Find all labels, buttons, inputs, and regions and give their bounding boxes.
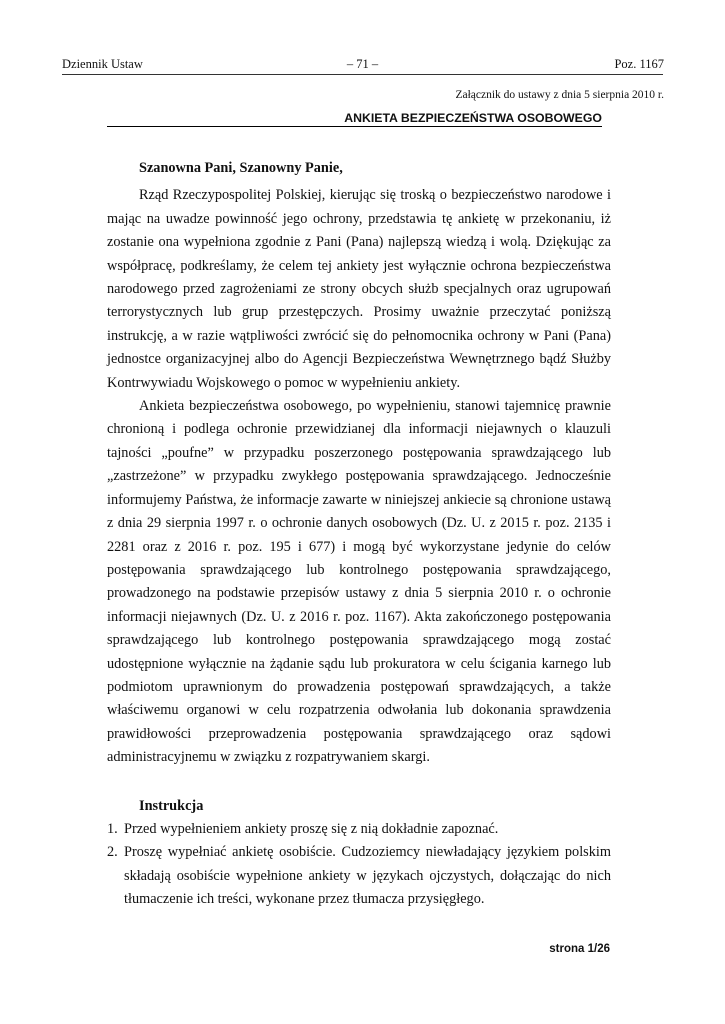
header-divider [62, 74, 663, 75]
instructions-list [107, 818, 611, 912]
document-title: ANKIETA BEZPIECZEŃSTWA OSOBOWEGO [344, 111, 602, 125]
paragraph-confidentiality: Ankieta bezpieczeństwa osobowego, po wypełnieniu, stanowi tajemnicę prawnie chronioną i podlega ochronie przewidzianej dla informacji niejawnych o klauzuli tajności „poufne” w przypadku poszerzonego postępowania sprawdzającego lub „zastrzeżone” w przypadku zwykłego postępowania sprawdzającego. Jednocześnie informujemy Państwa, że informacje zawarte w niniejszej ankiecie są chronione ustawą z dnia 29 sierpnia 1997 r. o ochronie danych osobowych (Dz. U. z 2015 r. poz. 2135 i 2281 oraz z 2016 r. poz. 195 i 677) i mogą być wykorzystane jedynie do celów postępowania sprawdzającego lub kontrolnego postępowania sprawdzającego, prowadzonego na podstawie przepisów ustawy z dnia 5 sierpnia 2010 r. o ochronie informacji niejawnych (Dz. U. z 2016 r. poz. 1167). Akta zakończonego postępowania sprawdzającego lub kontrolnego postępowania sprawdzającego mogą zostać udostępnione wyłącznie na żądanie sądu lub prokuratora w celu ścigania karnego lub podmiotom uprawnionym do prowadzenia postępowań sprawdzających, a także właściwemu organowi w celu rozpatrzenia odwołania lub dokonania sprawdzenia prawidłowości przeprowadzenia postępowania sprawdzającego oraz sądowi administracyjnemu w związku z rozpatrywaniem skargi. [107, 398, 611, 766]
list-item [107, 841, 611, 911]
journal-name: Dziennik Ustaw [62, 57, 143, 71]
document-body [107, 157, 611, 912]
list-item-text: Przed wypełnieniem ankiety proszę się z nią dokładnie zapoznać. [124, 820, 499, 837]
greeting: Szanowna Pani, Szanowny Panie, [139, 160, 343, 176]
list-item-number: 2. [107, 844, 118, 861]
list-item-number: 1. [107, 820, 118, 837]
paragraph-intro: Rząd Rzeczypospolitej Polskiej, kierując się troską o bezpieczeństwo narodowe i mając na uwadze powinność jego ochrony, przedstawia tę ankietę w przekonaniu, iż zostanie ona wypełniona zgodnie z Pani (Pana) najlepszą wiedzą i wolą. Dziękując za współpracę, podkreślamy, że celem tej ankiety jest wyłącznie ochrona bezpieczeństwa narodowego przed zagrożeniami ze strony obcych służb specjalnych oraz ugrupowań terrorystycznych lub grup przestępczych. Prosimy uważnie przeczytać poniższą instrukcję, a w razie wątpliwości zwrócić się do pełnomocnika ochrony w Pani (Pana) jednostce organizacyjnej albo do Agencji Bezpieczeństwa Wewnętrznego bądź Służby Kontrwywiadu Wojskowego o pomoc w wypełnieniu ankiety. [107, 187, 611, 391]
position-number: Poz. 1167 [614, 57, 664, 71]
page-counter: strona 1/26 [549, 943, 610, 955]
list-item-text: Proszę wypełniać ankietę osobiście. Cudzoziemcy niewładający językiem polskim składają osobiście wypełnione ankiety w językach ojczystych, dołączając do nich tłumaczenie ich treści, wykonane przez tłumacza przysięgłego. [124, 844, 611, 908]
annex-note: Załącznik do ustawy z dnia 5 sierpnia 2010 r. [455, 89, 664, 101]
title-underline [107, 126, 602, 127]
list-item [107, 818, 611, 841]
page-number: – 71 – [346, 57, 379, 71]
instructions-title: Instrukcja [139, 797, 204, 814]
